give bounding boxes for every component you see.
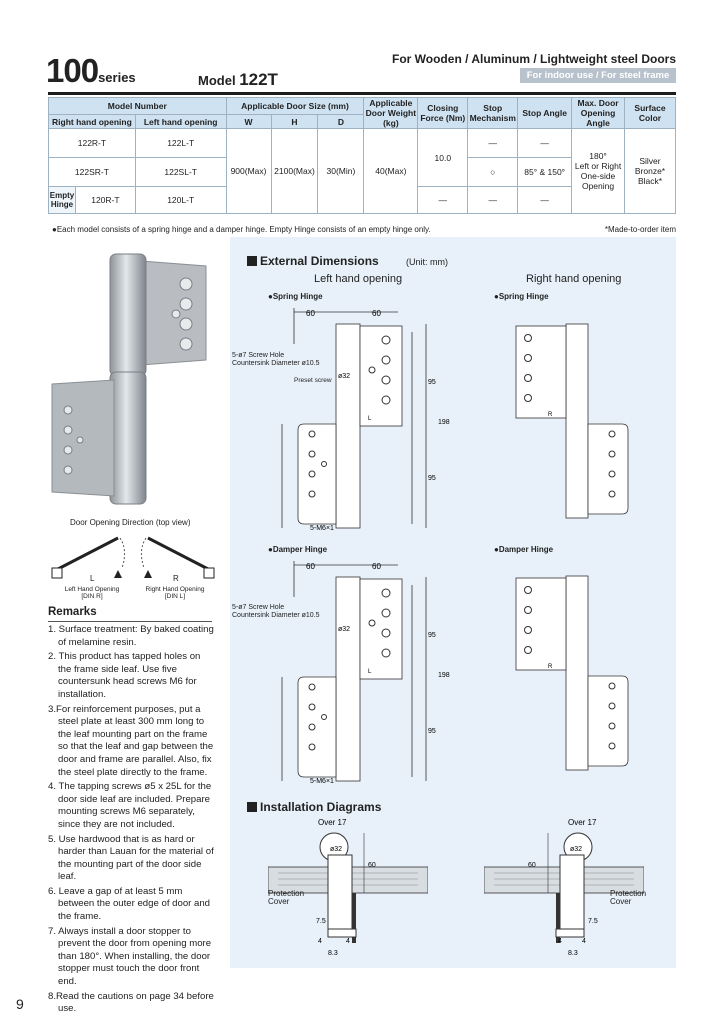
remarks-rule xyxy=(48,621,212,622)
dim-r: R xyxy=(548,412,553,418)
cell-r3-stop: — xyxy=(468,187,518,214)
dim-95: 95 xyxy=(428,379,436,386)
dim-198: 198 xyxy=(438,419,450,426)
header-rule xyxy=(48,92,676,95)
cell-color: Silver Bronze* Black* xyxy=(625,129,676,214)
remark-item: 7. Always install a door stopper to prevent the door from opening more than 180°. When installing, the door stopper must touch the door front end. xyxy=(48,925,212,988)
dim-60d: 60 xyxy=(372,562,381,571)
remark-item: 1. Surface treatment: By baked coating of melamine resin. xyxy=(48,624,214,648)
label-m6b: 5-M6×1 xyxy=(310,778,334,785)
cell-r2-stop-angle: 85° & 150° xyxy=(518,158,572,187)
cell-r1-right: 122R-T xyxy=(49,129,136,158)
model-title: Model 122T xyxy=(198,70,278,89)
remark-item: 8.Read the cautions on page 34 before use. xyxy=(48,990,214,1015)
damper-hinge-right-label: ●Damper Hinge xyxy=(494,545,554,554)
installation-title: Installation Diagrams xyxy=(247,800,381,814)
spring-hinge-left-drawing xyxy=(268,304,458,534)
page-number: 9 xyxy=(16,996,24,1012)
th-d: D xyxy=(318,115,364,129)
cell-r2-stop: ○ xyxy=(468,158,518,187)
th-left: Left hand opening xyxy=(135,115,226,129)
th-model-number: Model Number xyxy=(49,98,227,115)
dim-d32: ø32 xyxy=(338,373,351,380)
th-door-size: Applicable Door Size (mm) xyxy=(226,98,364,115)
dir-r: R xyxy=(173,574,179,583)
dim-198b: 198 xyxy=(438,672,450,679)
indoor-badge: For indoor use / For steel frame xyxy=(520,68,676,83)
damper-hinge-right-drawing xyxy=(500,570,640,780)
dim-l: L xyxy=(368,416,372,422)
damper-hinge-left-label: ●Damper Hinge xyxy=(268,545,328,554)
th-stop: Stop Mechanism xyxy=(468,98,518,129)
cell-d: 30(Min) xyxy=(318,129,364,214)
door-direction-title: Door Opening Direction (top view) xyxy=(70,518,191,527)
cell-r1-stop-angle: — xyxy=(518,129,572,158)
right-hand-label: Right Hand Opening [DIN L] xyxy=(145,586,205,600)
doors-title: For Wooden / Aluminum / Lightweight steel Doors xyxy=(392,52,676,66)
spring-hinge-left-label: ●Spring Hinge xyxy=(268,292,323,301)
install-over-l: Over 17 xyxy=(318,818,347,827)
made-to-order-note: *Made-to-order item xyxy=(604,225,676,234)
protection-cover-left: Protection Cover xyxy=(268,889,305,906)
protection-cover-right: Protection Cover xyxy=(610,889,647,906)
install-right-diagram xyxy=(484,815,647,960)
cell-weight: 40(Max) xyxy=(364,129,418,214)
th-color: Surface Color xyxy=(625,98,676,129)
spring-hinge-right-label: ●Spring Hinge xyxy=(494,292,549,301)
series-label: series xyxy=(98,70,136,85)
cell-max-angle: 180° Left or Right One-side Opening xyxy=(572,129,625,214)
dim-60a: 60 xyxy=(306,309,315,318)
dim-r2: R xyxy=(548,664,553,670)
label-m6: 5-M6×1 xyxy=(310,525,334,532)
th-force: Closing Force (Nm) xyxy=(418,98,468,129)
dim-95c: 95 xyxy=(428,632,436,639)
cell-r1-stop: — xyxy=(468,129,518,158)
install-83-r: 8.3 xyxy=(568,950,578,957)
damper-hinge-left-drawing xyxy=(268,557,458,787)
install-d32-l: ø32 xyxy=(330,846,343,853)
spring-hinge-right-drawing xyxy=(500,318,640,528)
dim-d32b: ø32 xyxy=(338,626,351,633)
install-d32-r: ø32 xyxy=(570,846,583,853)
cell-h: 2100(Max) xyxy=(271,129,318,214)
install-4b-l: 4 xyxy=(346,938,350,945)
remark-item: 6. Leave a gap of at least 5 mm between the outer edge of door and the frame. xyxy=(48,885,211,923)
remarks-title: Remarks xyxy=(48,606,97,618)
cell-r3-left: 120L-T xyxy=(135,187,226,214)
dir-l: L xyxy=(90,574,95,583)
series-title: 100series xyxy=(46,52,136,89)
install-75-r: 7.5 xyxy=(588,918,598,925)
install-60-r: 60 xyxy=(528,862,536,869)
dim-60c: 60 xyxy=(306,562,315,571)
th-max-angle: Max. Door Opening Angle xyxy=(572,98,625,129)
external-dimensions-title: External Dimensions xyxy=(247,254,379,268)
install-left-diagram xyxy=(268,815,428,960)
remark-item: 2. This product has tapped holes on the frame side leaf. Use five countersunk head screws M6 for installation. xyxy=(48,651,201,700)
cell-r2-left: 122SL-T xyxy=(135,158,226,187)
th-weight: Applicable Door Weight (kg) xyxy=(365,98,417,128)
th-h: H xyxy=(271,115,318,129)
remark-item: 5. Use hardwood that is as hard or harder than Lauan for the material of the mounting part of the door side leaf. xyxy=(48,833,214,883)
dim-95d: 95 xyxy=(428,728,436,735)
left-hand-label: Left Hand Opening [DIN R] xyxy=(64,586,120,600)
left-opening-title: Left hand opening xyxy=(314,273,403,285)
install-4b-r: 4 xyxy=(582,938,586,945)
cell-w: 900(Max) xyxy=(226,129,271,214)
install-4a-l: 4 xyxy=(318,938,322,945)
screw-hole-label-2: 5-ø7 Screw Hole Countersink Diameter ø10.5 xyxy=(232,604,320,619)
install-75-l: 7.5 xyxy=(316,918,326,925)
right-opening-title: Right hand opening xyxy=(526,273,622,285)
dim-60b: 60 xyxy=(372,309,381,318)
door-direction-diagram xyxy=(48,530,218,580)
hinge-photo xyxy=(48,248,218,516)
th-w: W xyxy=(226,115,271,129)
remark-item: 3.For reinforcement purposes, put a steel plate at least 300 mm long to the leaf mounting part on the frame so that the leaf and gap between the door and frame are parallel. Also, fix the steel plate directly to the frame. xyxy=(48,703,214,778)
install-4a-r: 4 xyxy=(558,938,562,945)
cell-r3-stop-angle: — xyxy=(518,187,572,214)
dim-95b: 95 xyxy=(428,475,436,482)
remark-item: 4. The tapping screws ø5 x 25L for the door side leaf are included. Prepare mounting screws M6 separately, since they are not included. xyxy=(48,781,212,830)
install-60-l: 60 xyxy=(368,862,376,869)
unit-label: (Unit: mm) xyxy=(406,257,448,267)
preset-screw-label: Preset screw xyxy=(294,377,332,384)
table-note: ●Each model consists of a spring hinge and a damper hinge. Empty Hinge consists of an empty hinge only. xyxy=(52,225,431,234)
install-83-l: 8.3 xyxy=(328,950,338,957)
screw-hole-label-1: 5-ø7 Screw Hole Countersink Diameter ø10.5 xyxy=(232,352,320,367)
cell-r3-force: — xyxy=(418,187,468,214)
cell-r2-right: 122SR-T xyxy=(49,158,136,187)
cell-r1-left: 122L-T xyxy=(135,129,226,158)
install-over-r: Over 17 xyxy=(568,818,597,827)
cell-r3-right: 120R-T xyxy=(75,187,135,214)
remarks-list xyxy=(48,624,216,1018)
dim-l2: L xyxy=(368,669,372,675)
cell-force: 10.0 xyxy=(418,129,468,187)
th-right: Right hand opening xyxy=(49,115,136,129)
spec-table xyxy=(48,97,676,214)
th-stop-angle: Stop Angle xyxy=(518,98,572,129)
cell-r3-label: Empty Hinge xyxy=(49,187,76,214)
